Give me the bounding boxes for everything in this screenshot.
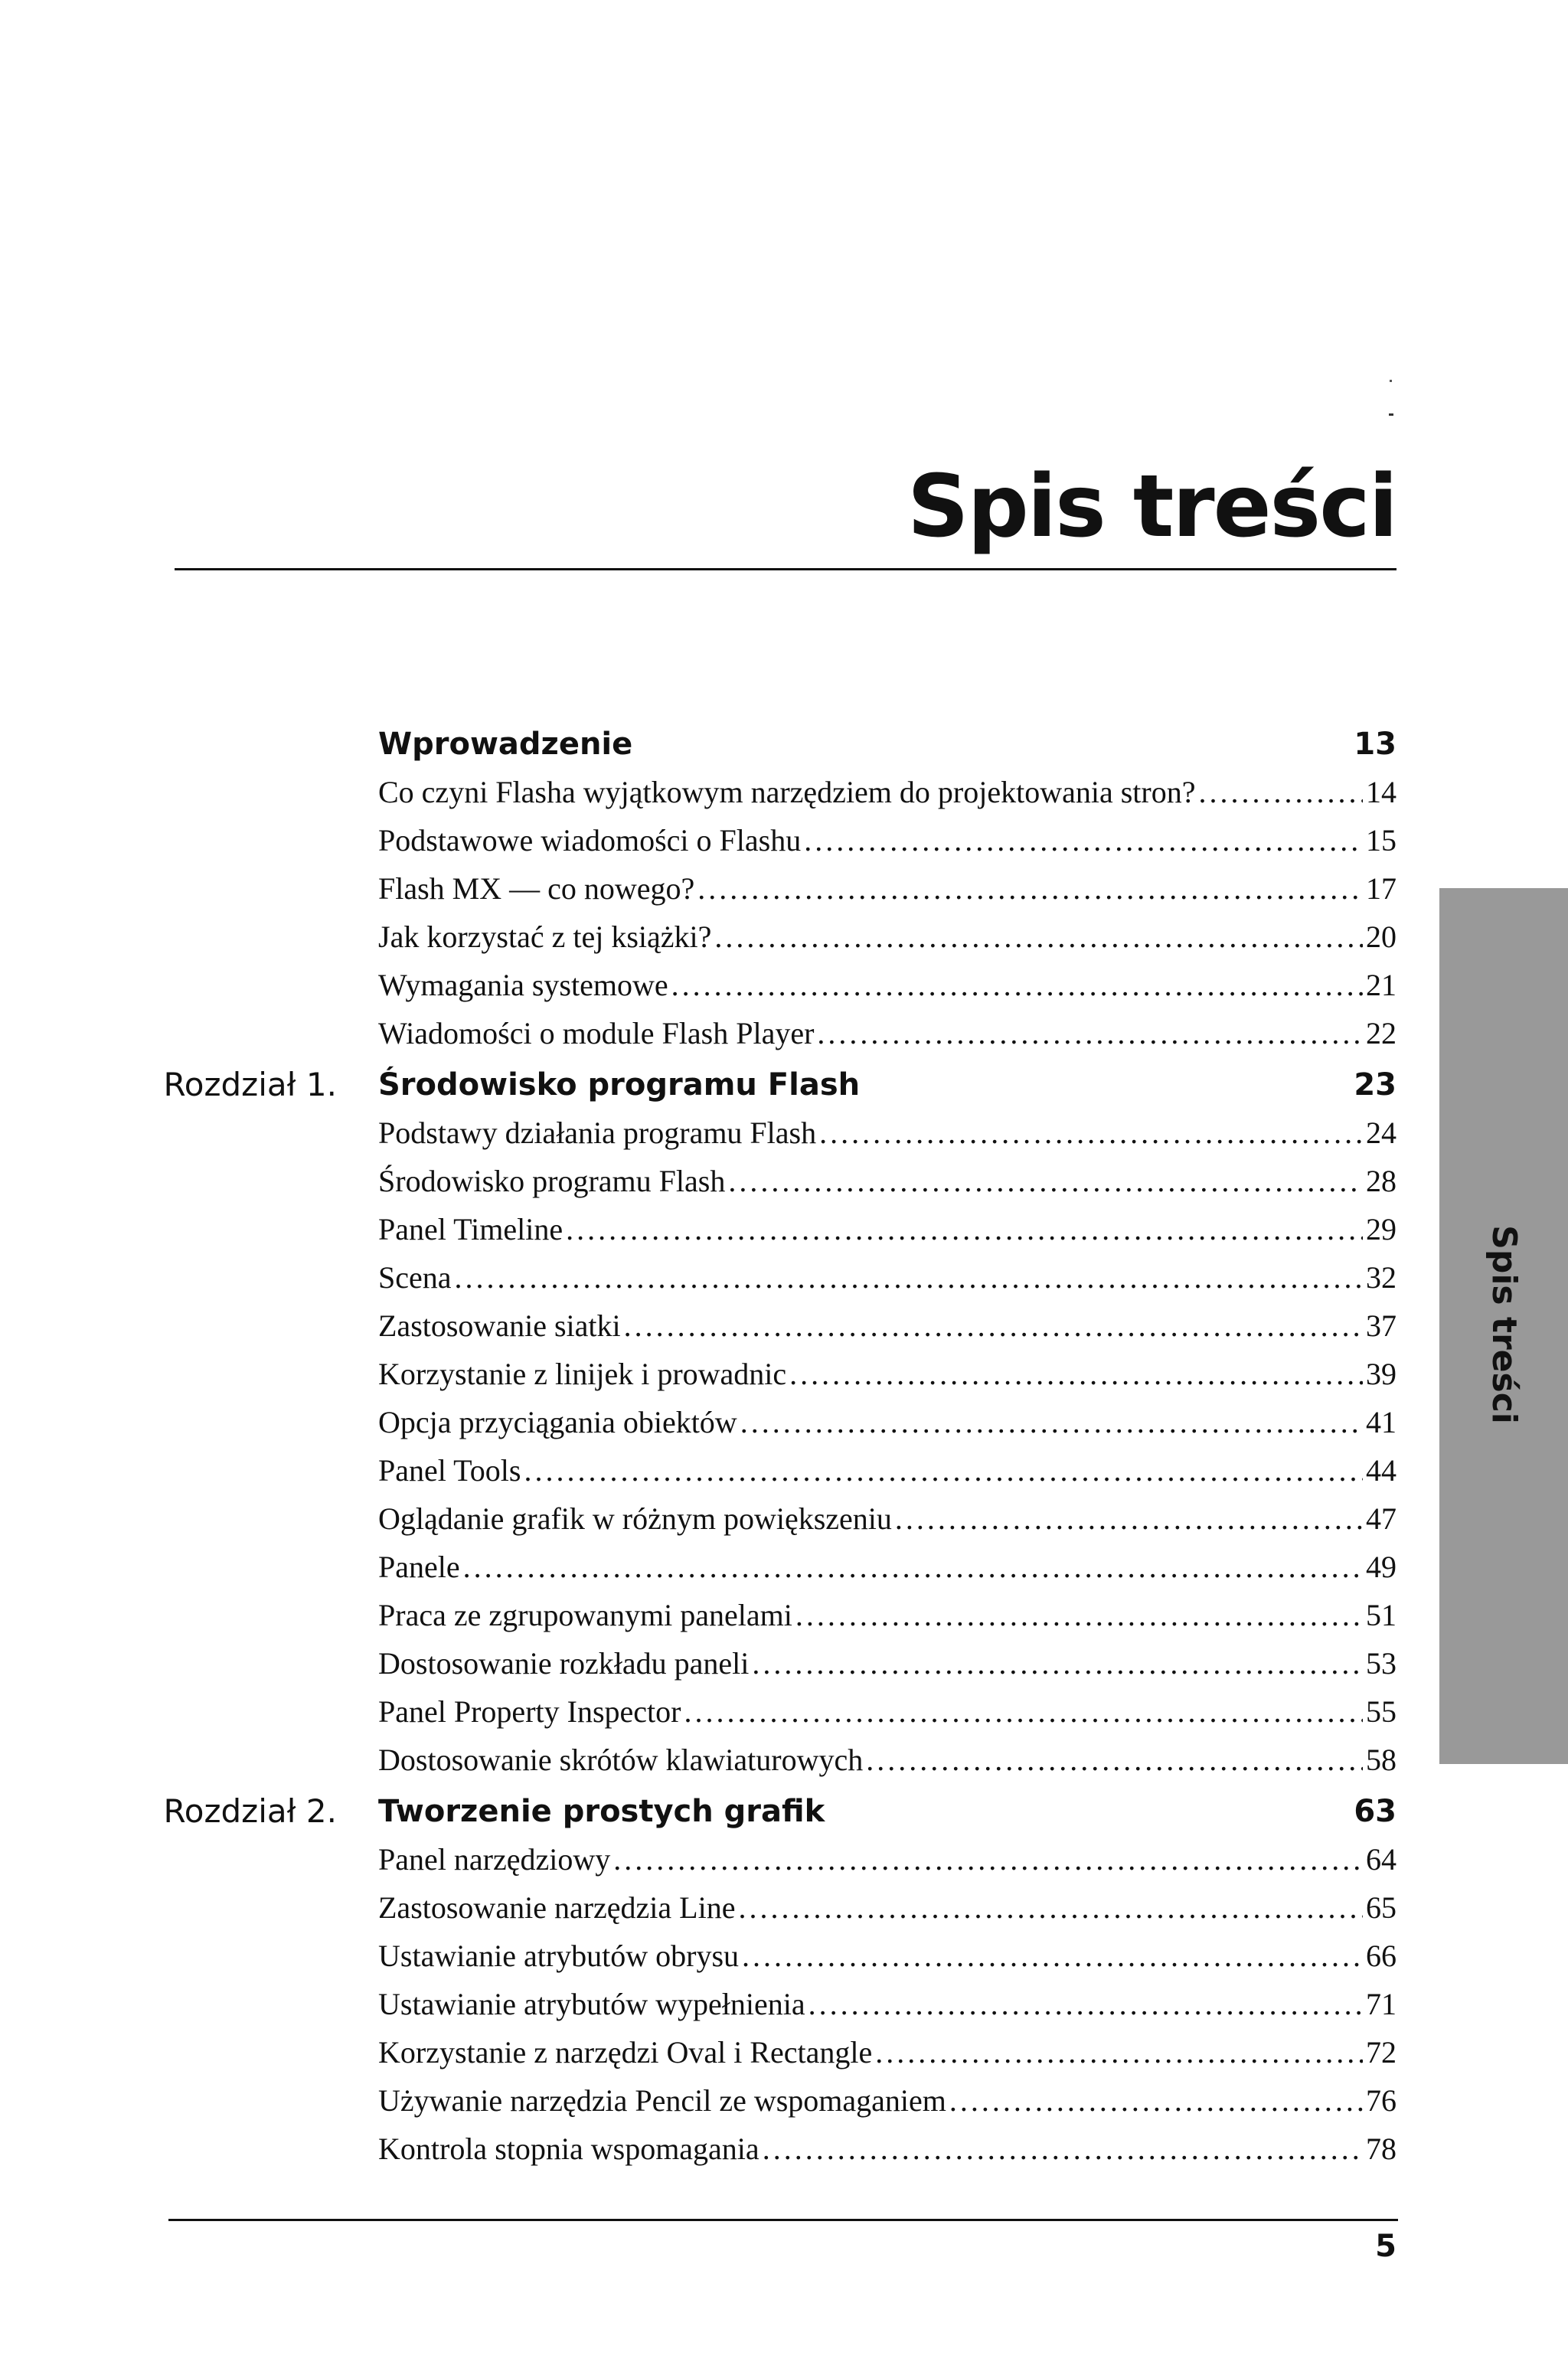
toc-entry	[378, 2030, 1396, 2076]
toc-entry	[378, 769, 1396, 815]
dot-leader	[763, 2126, 1363, 2172]
toc-entry-title: Praca ze zgrupowanymi panelami	[378, 1598, 792, 1632]
toc-entry	[378, 818, 1396, 864]
toc-entry-page-number: 72	[1366, 2035, 1396, 2070]
toc-entry	[378, 1544, 1396, 1590]
toc-entry-title: Flash MX — co nowego?	[378, 871, 695, 906]
chapter-heading	[0, 1789, 1568, 1838]
toc-entry-title: Korzystanie z linijek i prowadnic	[378, 1357, 787, 1391]
chapter-page-number: 63	[1354, 1794, 1396, 1829]
toc-entry-title: Panel Property Inspector	[378, 1694, 681, 1729]
dot-leader	[463, 1544, 1363, 1590]
toc-entry	[378, 1737, 1396, 1783]
toc-entry-title: Zastosowanie narzędzia Line	[378, 1890, 736, 1925]
toc-entry-page-number: 47	[1366, 1501, 1396, 1536]
toc-entry	[378, 914, 1396, 960]
dot-leader	[795, 1593, 1363, 1638]
toc-entry-page-number: 71	[1366, 1987, 1396, 2021]
toc-entry	[378, 1351, 1396, 1397]
toc-entry-page-number: 65	[1366, 1890, 1396, 1925]
toc-entry	[378, 1689, 1396, 1735]
dot-leader	[624, 1303, 1363, 1349]
toc-entry	[378, 2126, 1396, 2172]
page-title: Spis treści	[906, 457, 1396, 557]
dot-leader	[566, 1207, 1363, 1253]
toc-entry-title: Wymagania systemowe	[378, 968, 668, 1002]
dot-leader	[740, 1400, 1363, 1446]
toc-entry-page-number: 17	[1366, 871, 1396, 906]
toc-entry-page-number: 44	[1366, 1453, 1396, 1488]
toc-entry	[378, 962, 1396, 1008]
toc-entry	[378, 1593, 1396, 1638]
toc-entry	[378, 1641, 1396, 1687]
toc-entry-page-number: 24	[1366, 1116, 1396, 1150]
dot-leader	[817, 1011, 1363, 1057]
dot-leader	[671, 962, 1363, 1008]
dot-leader	[613, 1837, 1363, 1883]
toc-entry-title: Co czyni Flasha wyjątkowym narzędziem do projektowania stron?	[378, 775, 1196, 809]
chapter-label: Rozdział 1.	[163, 1066, 337, 1103]
toc-entry-title: Oglądanie grafik w różnym powiększeniu	[378, 1501, 892, 1536]
dot-leader	[684, 1689, 1363, 1735]
toc-entry	[378, 1158, 1396, 1204]
dot-leader	[524, 1448, 1363, 1494]
toc-entry-page-number: 29	[1366, 1212, 1396, 1246]
toc-entry	[378, 1110, 1396, 1156]
dot-leader	[738, 1885, 1363, 1931]
toc-entry-page-number: 51	[1366, 1598, 1396, 1632]
page-number: 5	[1375, 2229, 1396, 2264]
toc-entry-page-number: 21	[1366, 968, 1396, 1002]
toc-entry-title: Panel narzędziowy	[378, 1842, 611, 1877]
footer-rule	[168, 2219, 1398, 2221]
toc-entry-title: Zastosowanie siatki	[378, 1308, 621, 1343]
toc-entry-title: Dostosowanie skrótów klawiaturowych	[378, 1743, 864, 1777]
dot-leader	[728, 1158, 1363, 1204]
toc-entry	[378, 1255, 1396, 1301]
toc-entry-page-number: 14	[1366, 775, 1396, 809]
toc-entry-title: Ustawianie atrybutów obrysu	[378, 1939, 740, 1973]
toc-entry-title: Panel Tools	[378, 1453, 521, 1488]
toc-entry-page-number: 78	[1366, 2132, 1396, 2166]
chapter-label: Rozdział 2.	[163, 1792, 337, 1830]
chapter-page-number: 13	[1354, 727, 1396, 762]
dot-leader	[808, 1981, 1363, 2027]
toc-entry-page-number: 20	[1366, 920, 1396, 954]
dot-leader	[697, 866, 1363, 912]
toc-entry	[378, 2078, 1396, 2124]
toc-entry-title: Opcja przyciągania obiektów	[378, 1405, 737, 1439]
toc-entry	[378, 1448, 1396, 1494]
toc-entry-title: Wiadomości o module Flash Player	[378, 1016, 815, 1050]
dot-leader	[742, 1933, 1363, 1979]
toc-entry-page-number: 32	[1366, 1260, 1396, 1295]
toc-entry-title: Panele	[378, 1550, 460, 1584]
dot-leader	[752, 1641, 1363, 1687]
toc-entry-title: Środowisko programu Flash	[378, 1164, 726, 1198]
dot-leader	[949, 2078, 1363, 2124]
chapter-heading	[0, 721, 1568, 770]
toc-entry-page-number: 49	[1366, 1550, 1396, 1584]
toc-entry	[378, 1837, 1396, 1883]
toc-entry-page-number: 66	[1366, 1939, 1396, 1973]
toc-entry-title: Scena	[378, 1260, 452, 1295]
toc-entry-title: Jak korzystać z tej książki?	[378, 920, 712, 954]
toc-entry-title: Podstawy działania programu Flash	[378, 1116, 817, 1150]
toc-entry-title: Używanie narzędzia Pencil ze wspomaganiem	[378, 2083, 946, 2118]
dot-leader	[819, 1110, 1363, 1156]
toc-entry-title: Kontrola stopnia wspomagania	[378, 2132, 760, 2166]
chapter-title: Tworzenie prostych grafik	[378, 1794, 825, 1829]
toc-entry-page-number: 15	[1366, 823, 1396, 858]
toc-entry	[378, 1207, 1396, 1253]
toc-entry-title: Dostosowanie rozkładu paneli	[378, 1646, 750, 1681]
toc-entry-page-number: 22	[1366, 1016, 1396, 1050]
dot-leader	[866, 1737, 1363, 1783]
toc-entry	[378, 1011, 1396, 1057]
toc-entry-title: Korzystanie z narzędzi Oval i Rectangle	[378, 2035, 873, 2070]
toc-entry-page-number: 58	[1366, 1743, 1396, 1777]
dot-leader	[455, 1255, 1363, 1301]
chapter-heading	[0, 1062, 1568, 1111]
toc-entry	[378, 866, 1396, 912]
toc-entry	[378, 1933, 1396, 1979]
toc-entry-title: Ustawianie atrybutów wypełnienia	[378, 1987, 805, 2021]
dot-leader	[1198, 769, 1363, 815]
toc-entry	[378, 1400, 1396, 1446]
toc-entry-page-number: 39	[1366, 1357, 1396, 1391]
toc-entry-page-number: 37	[1366, 1308, 1396, 1343]
dot-leader	[789, 1351, 1363, 1397]
toc-entry-page-number: 41	[1366, 1405, 1396, 1439]
toc-entry	[378, 1981, 1396, 2027]
toc-entry	[378, 1303, 1396, 1349]
toc-entry-page-number: 76	[1366, 2083, 1396, 2118]
toc-entry	[378, 1496, 1396, 1542]
toc-entry-page-number: 28	[1366, 1164, 1396, 1198]
toc-entry-title: Podstawowe wiadomości o Flashu	[378, 823, 802, 858]
chapter-title: Wprowadzenie	[378, 727, 633, 762]
toc-entry-page-number: 64	[1366, 1842, 1396, 1877]
chapter-page-number: 23	[1354, 1067, 1396, 1103]
dot-leader	[875, 2030, 1363, 2076]
toc-entry-page-number: 55	[1366, 1694, 1396, 1729]
chapter-title: Środowisko programu Flash	[378, 1067, 861, 1103]
toc-entry	[378, 1885, 1396, 1931]
dot-leader	[714, 914, 1363, 960]
side-tab-label: Spis treści	[1485, 1225, 1524, 1424]
toc-entry-page-number: 53	[1366, 1646, 1396, 1681]
dot-leader	[804, 818, 1363, 864]
dot-leader	[895, 1496, 1363, 1542]
toc-entry-title: Panel Timeline	[378, 1212, 564, 1246]
